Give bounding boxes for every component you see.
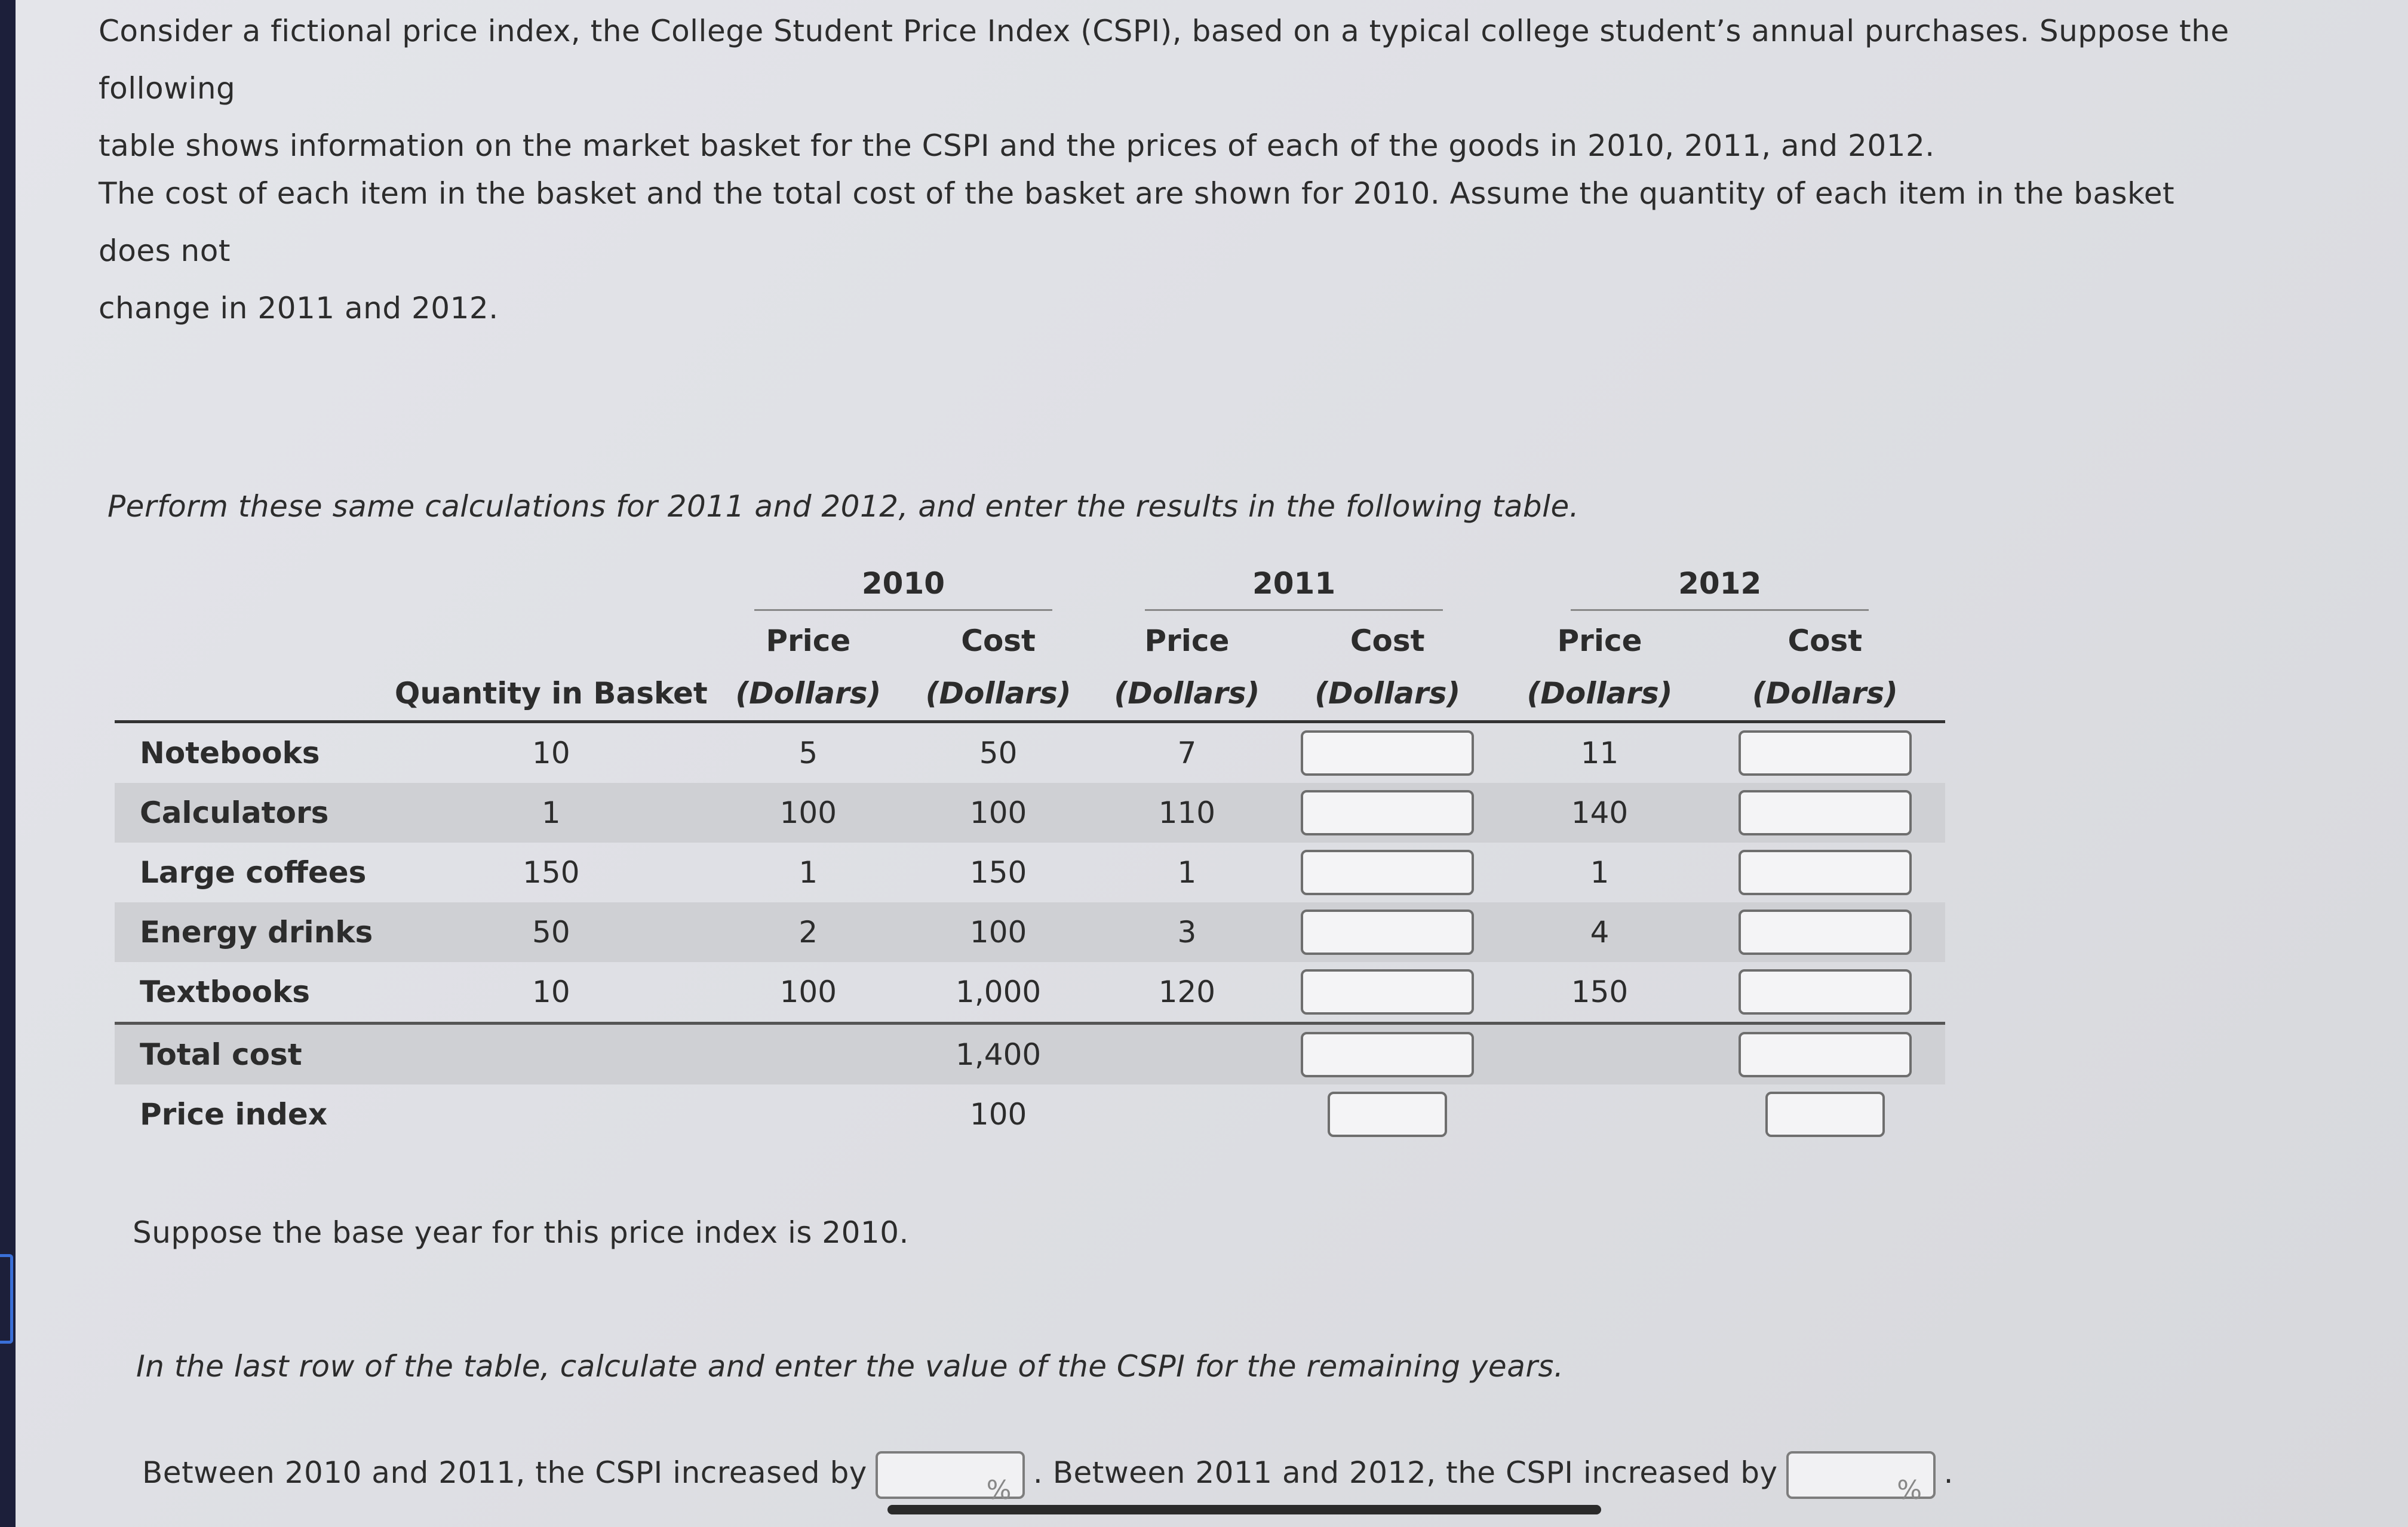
cost-header: Cost [1350, 623, 1425, 658]
row-label: Calculators [115, 783, 389, 843]
cost-2012-input[interactable] [1739, 910, 1912, 955]
quantity-cell: 50 [389, 902, 714, 962]
quantity-header: Quantity in Basket [389, 666, 714, 722]
intro-line-4: change in 2011 and 2012. [99, 291, 499, 325]
row-label: Textbooks [140, 975, 311, 1009]
price-2011-cell: 120 [1158, 975, 1216, 1009]
quantity-cell: 1 [389, 783, 714, 843]
cost-header: Cost [1787, 623, 1863, 658]
quantity-cell: 150 [523, 855, 580, 890]
increase-sentence [142, 1444, 2292, 1506]
cost-2010-cell: 50 [979, 736, 1018, 770]
quantity-cell: 10 [532, 736, 570, 770]
cost-2011-input[interactable] [1301, 910, 1474, 955]
percent-symbol: % [986, 1474, 1012, 1506]
cost-2012-input[interactable] [1739, 850, 1912, 895]
cost-2012-input[interactable] [1739, 790, 1912, 835]
price-2011-cell: 110 [1094, 783, 1280, 843]
dollars-unit: (Dollars) [1494, 666, 1704, 722]
price-index-2010: 100 [969, 1097, 1027, 1132]
price-index-2011-input[interactable] [1328, 1092, 1447, 1137]
cost-2012-input[interactable] [1739, 730, 1912, 776]
price-2010-cell: 2 [713, 902, 903, 962]
cost-2010-cell: 150 [969, 855, 1027, 890]
cost-header: Cost [961, 623, 1036, 658]
table-row [115, 843, 1945, 902]
side-tab-handle[interactable] [0, 1254, 13, 1344]
cost-2012-input[interactable] [1739, 969, 1912, 1015]
dollars-unit: (Dollars) [1705, 666, 1945, 722]
price-index-row [115, 1084, 1945, 1144]
total-cost-row [115, 1024, 1945, 1085]
price-header: Price [766, 623, 851, 658]
cost-2011-input[interactable] [1301, 969, 1474, 1015]
row-label: Price index [140, 1097, 328, 1132]
increase-2012-input[interactable] [1786, 1451, 1936, 1506]
price-header: Price [1557, 623, 1642, 658]
cost-2011-input[interactable] [1301, 790, 1474, 835]
increase-2011-input[interactable] [876, 1451, 1025, 1506]
row-label: Energy drinks [115, 902, 389, 962]
table-row [115, 783, 1945, 843]
price-2011-cell: 3 [1094, 902, 1280, 962]
price-2010-cell: 100 [713, 783, 903, 843]
intro-paragraph-2 [99, 165, 2249, 337]
sentence-end: . [1943, 1455, 1954, 1490]
price-2012-cell: 140 [1494, 783, 1704, 843]
total-cost-2011-input[interactable] [1301, 1032, 1474, 1077]
cspi-table-container [115, 561, 1945, 1144]
intro-line-1: Consider a fictional price index, the College Student Price Index (CSPI), based on a typical college student’s annual purchases. Suppose the following [99, 14, 2229, 106]
increase-text-1: Between 2010 and 2011, the CSPI increased by [142, 1455, 867, 1490]
horizontal-scrollbar[interactable] [887, 1505, 1601, 1514]
table-row [115, 722, 1945, 784]
table-row [115, 962, 1945, 1024]
table-row [115, 902, 1945, 962]
price-2010-cell: 100 [779, 975, 837, 1009]
cost-2010-cell: 1,000 [956, 975, 1042, 1009]
total-cost-2010: 1,400 [903, 1024, 1093, 1085]
cost-2010-cell: 100 [903, 783, 1093, 843]
price-2010-cell: 5 [798, 736, 818, 770]
percent-symbol: % [1897, 1474, 1922, 1506]
instruction-text: Perform these same calculations for 2011 and 2012, and enter the results in the following table. [108, 489, 1580, 524]
year-header-2012: 2012 [1494, 561, 1945, 615]
cost-2010-cell: 100 [903, 902, 1093, 962]
quantity-cell: 10 [532, 975, 570, 1009]
increase-text-2: . Between 2011 and 2012, the CSPI increased by [1033, 1455, 1778, 1490]
year-header-2011: 2011 [1094, 561, 1495, 615]
price-2012-cell: 4 [1494, 902, 1704, 962]
intro-line-3: The cost of each item in the basket and the total cost of the basket are shown for 2010. Assume the quantity of each item in the basket does not [99, 176, 2175, 268]
intro-paragraph-1 [99, 2, 2249, 174]
price-index-2012-input[interactable] [1765, 1092, 1885, 1137]
dollars-unit: (Dollars) [1280, 666, 1494, 722]
dollars-unit: (Dollars) [713, 666, 903, 722]
row-label: Notebooks [140, 736, 320, 770]
dollars-unit: (Dollars) [903, 666, 1093, 722]
base-year-text: Suppose the base year for this price index is 2010. [133, 1215, 909, 1250]
cost-2011-input[interactable] [1301, 850, 1474, 895]
cspi-table [115, 561, 1945, 1144]
year-header-2010: 2010 [713, 561, 1094, 615]
row-label: Total cost [115, 1024, 389, 1085]
intro-line-2: table shows information on the market basket for the CSPI and the prices of each of the goods in 2010, 2011, and 2012. [99, 128, 1935, 163]
row-label: Large coffees [140, 855, 367, 890]
price-2012-cell: 150 [1571, 975, 1629, 1009]
price-2011-cell: 7 [1177, 736, 1197, 770]
price-2012-cell: 1 [1590, 855, 1610, 890]
cost-2011-input[interactable] [1301, 730, 1474, 776]
dollars-unit: (Dollars) [1094, 666, 1280, 722]
last-row-instruction: In the last row of the table, calculate and enter the value of the CSPI for the remaining years. [136, 1349, 1564, 1384]
price-2012-cell: 11 [1580, 736, 1619, 770]
price-2011-cell: 1 [1177, 855, 1197, 890]
total-cost-2012-input[interactable] [1739, 1032, 1912, 1077]
price-2010-cell: 1 [798, 855, 818, 890]
price-header: Price [1144, 623, 1230, 658]
